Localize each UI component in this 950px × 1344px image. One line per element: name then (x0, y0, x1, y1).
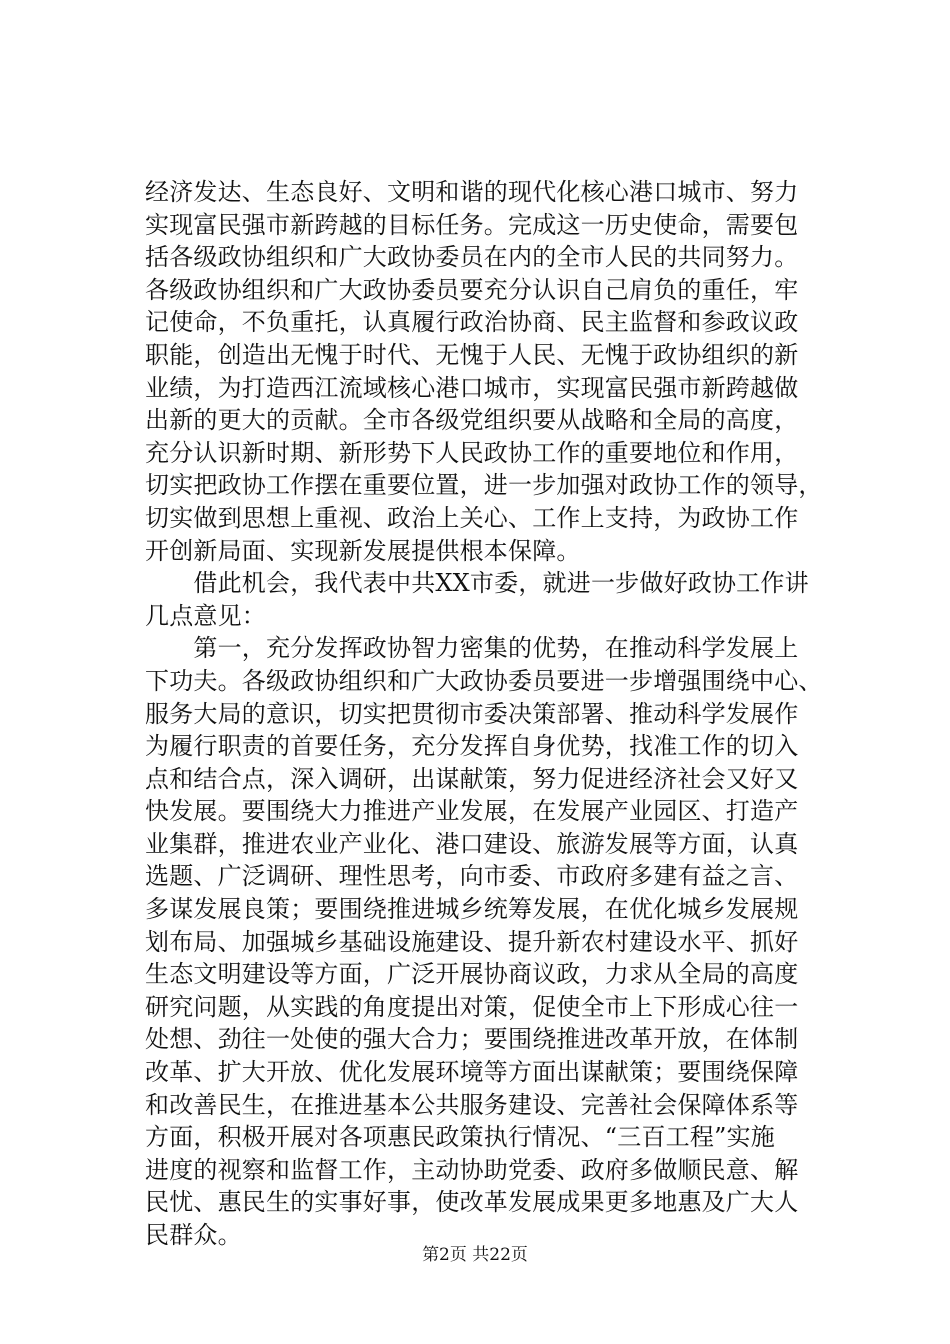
text-line: 实现富民强市新跨越的目标任务。完成这一历史使命，需要包 (145, 210, 799, 239)
text-line: 记使命，不负重托，认真履行政治协商、民主监督和参政议政 (145, 308, 799, 337)
text-line: 方面，积极开展对各项惠民政策执行情况、“三百工程”实施 (145, 1123, 775, 1152)
text-line: 民群众。 (145, 1221, 242, 1249)
text-line: 研究问题，从实践的角度提出对策，促使全市上下形成心往一 (145, 992, 799, 1021)
text-line: 民忧、惠民生的实事好事，使改革发展成果更多地惠及广大人 (145, 1188, 799, 1217)
text-line: 几点意见： (145, 601, 266, 630)
text-line: 和改善民生，在推进基本公共服务建设、完善社会保障体系等 (145, 1090, 799, 1119)
text-line: 切实做到思想上重视、政治上关心、工作上支持，为政协工作 (145, 503, 799, 532)
text-line: 选题、广泛调研、理性思考，向市委、市政府多建有益之言、 (145, 862, 799, 891)
body-text (145, 176, 835, 1252)
text-line: 职能，创造出无愧于时代、无愧于人民、无愧于政协组织的新 (145, 340, 799, 369)
text-line: 开创新局面、实现新发展提供根本保障。 (145, 536, 581, 565)
text-line: 点和结合点，深入调研，出谋献策，努力促进经济社会又好又 (145, 764, 799, 793)
text-line: 各级政协组织和广大政协委员要充分认识自己肩负的重任，牢 (145, 275, 799, 304)
text-line: 进度的视察和监督工作，主动协助党委、政府多做顺民意、解 (145, 1155, 799, 1184)
text-line: 服务大局的意识，切实把贯彻市委决策部署、推动科学发展作 (145, 699, 799, 728)
text-line: 切实把政协工作摆在重要位置，进一步加强对政协工作的领导， (145, 471, 823, 500)
text-line: 括各级政协组织和广大政协委员在内的全市人民的共同努力。 (145, 243, 799, 272)
text-line: 借此机会，我代表中共XX市委，就进一步做好政协工作讲 (145, 569, 809, 598)
text-line: 下功夫。各级政协组织和广大政协委员要进一步增强围绕中心、 (145, 666, 823, 695)
text-line: 改革、扩大开放、优化发展环境等方面出谋献策；要围绕保障 (145, 1058, 799, 1087)
text-line: 划布局、加强城乡基础设施建设、提升新农村建设水平、抓好 (145, 927, 799, 956)
page-footer: 第2页 共22页 (422, 1245, 528, 1265)
text-line: 生态文明建设等方面，广泛开展协商议政，力求从全局的高度 (145, 960, 799, 989)
text-line: 多谋发展良策；要围绕推进城乡统筹发展，在优化城乡发展规 (145, 895, 799, 924)
text-line: 为履行职责的首要任务，充分发挥自身优势，找准工作的切入 (145, 732, 799, 761)
text-line: 第一，充分发挥政协智力密集的优势，在推动科学发展上 (145, 634, 799, 663)
text-line: 出新的更大的贡献。全市各级党组织要从战略和全局的高度， (145, 406, 799, 435)
text-line: 业绩，为打造西江流域核心港口城市，实现富民强市新跨越做 (145, 373, 799, 402)
text-line: 快发展。要围绕大力推进产业发展，在发展产业园区、打造产 (145, 797, 799, 826)
text-line: 业集群，推进农业产业化、港口建设、旅游发展等方面，认真 (145, 829, 799, 858)
text-line: 充分认识新时期、新形势下人民政协工作的重要地位和作用， (145, 438, 799, 467)
text-line: 经济发达、生态良好、文明和谐的现代化核心港口城市、努力 (145, 178, 799, 206)
text-line: 处想、劲往一处使的强大合力；要围绕推进改革开放，在体制 (145, 1025, 799, 1054)
